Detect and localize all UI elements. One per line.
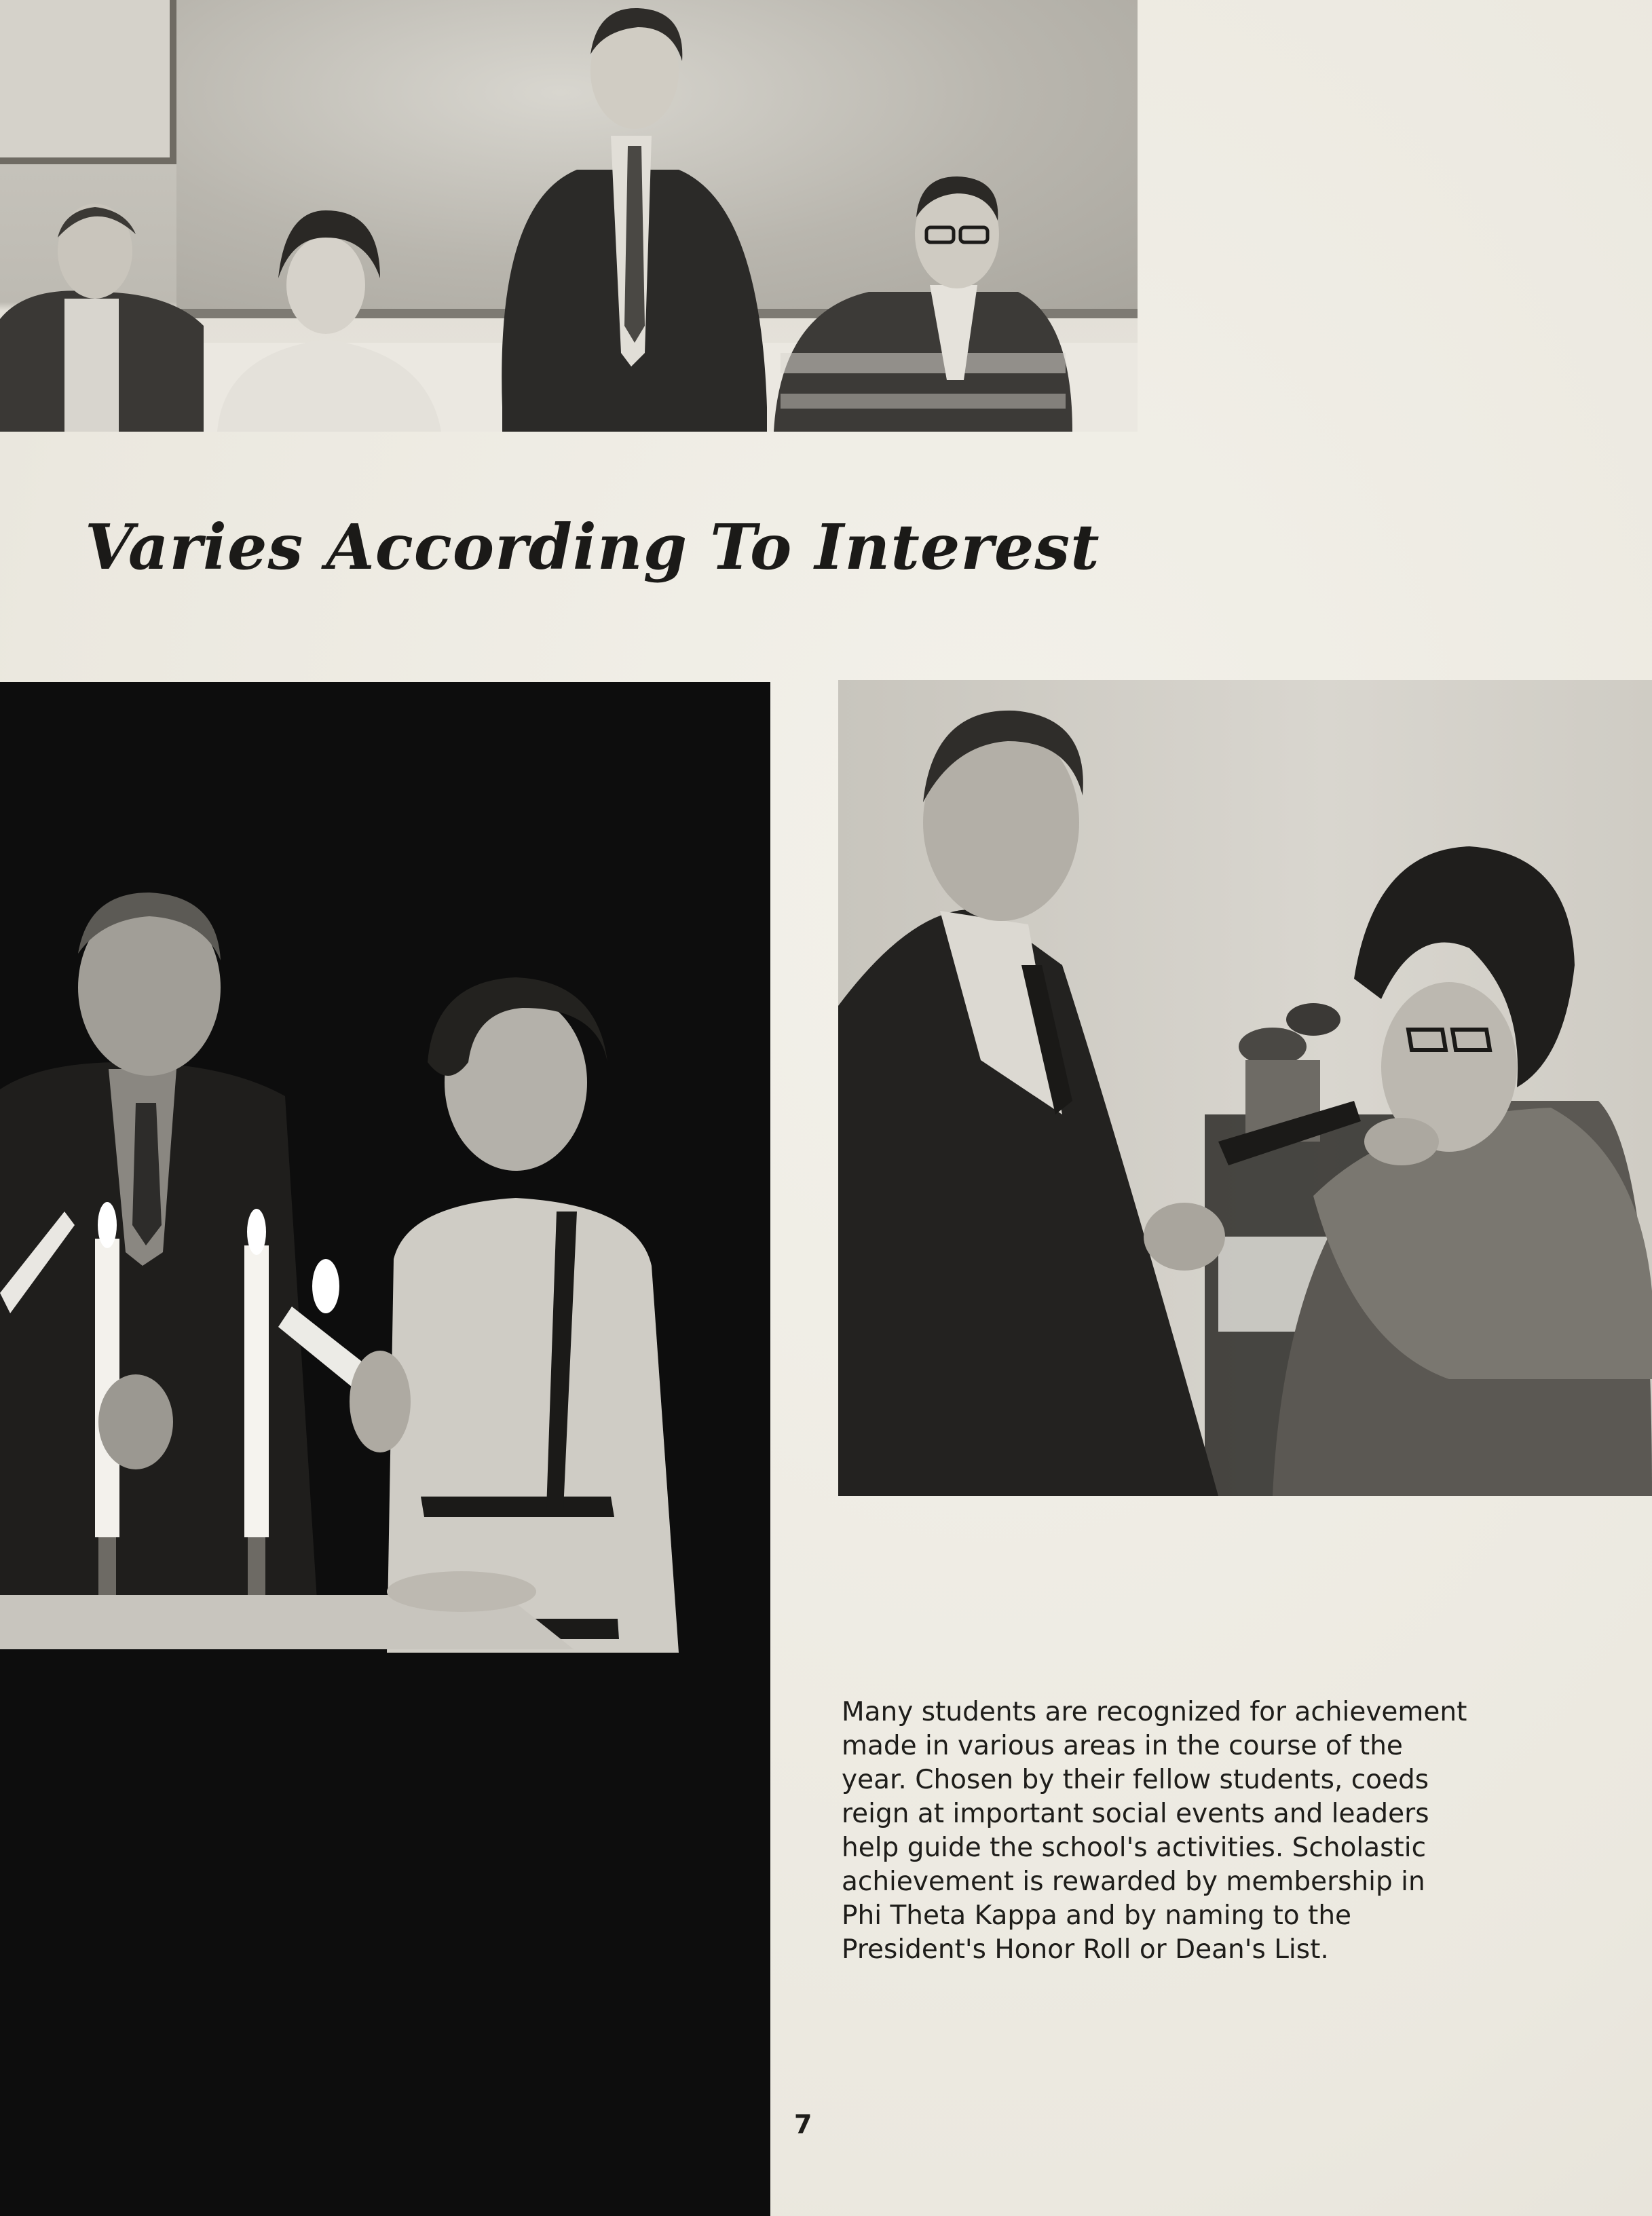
caption-line: Phi Theta Kappa and by naming to the [842,1900,1352,1931]
award-figures [838,680,1652,1496]
candle-lighting-ceremony-photo [0,682,770,2216]
caption-line: achievement is rewarded by membership in [842,1866,1425,1897]
ceremony-figures [0,682,770,2216]
caption-line: help guide the school's activities. Scholastic [842,1833,1427,1863]
award-presentation-photo [838,680,1652,1496]
photo-caption [842,1695,1547,1967]
page-number: 7 [794,2109,812,2139]
student-leaders-photo [0,0,1138,432]
page-heading: Varies According To Interest [85,510,1100,584]
caption-line: year. Chosen by their fellow students, coeds [842,1765,1429,1795]
student-figures [0,0,1138,432]
caption-line: President's Honor Roll or Dean's List. [842,1934,1329,1965]
caption-line: made in various areas in the course of the [842,1731,1403,1761]
caption-line: Many students are recognized for achievement [842,1697,1467,1727]
caption-line: reign at important social events and leaders [842,1799,1429,1829]
